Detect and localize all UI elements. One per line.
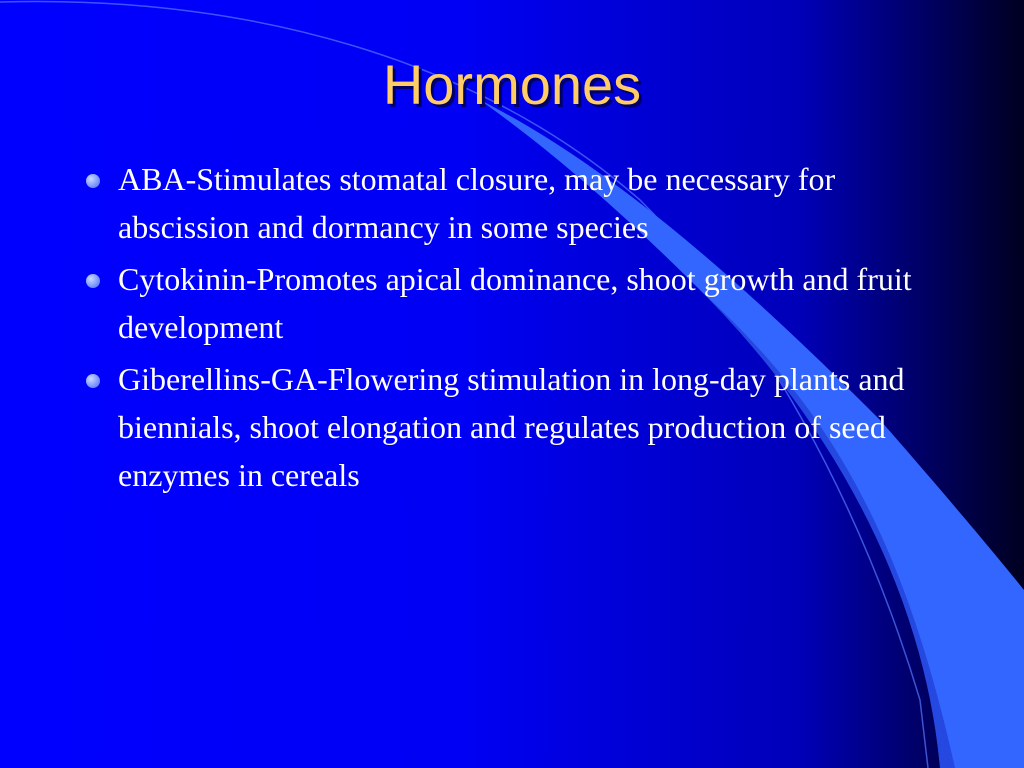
bullet-text: ABA-Stimulates stomatal closure, may be necessary for abscission and dormancy in some species [118, 161, 836, 245]
bullet-item-cytokinin [80, 255, 940, 351]
bullet-dot-icon [86, 174, 100, 188]
bullet-text: Cytokinin-Promotes apical dominance, shoot growth and fruit development [118, 261, 912, 345]
bullet-dot-icon [86, 274, 100, 288]
slide-title: Hormones [382, 53, 642, 116]
bullet-text: Giberellins-GA-Flowering stimulation in long-day plants and biennials, shoot elongation and regulates production of seed enzymes in cereals [118, 361, 905, 493]
bullet-list [80, 155, 940, 503]
bullet-dot-icon [86, 374, 100, 388]
bullet-item-giberellins [80, 355, 940, 499]
bullet-item-aba [80, 155, 940, 251]
